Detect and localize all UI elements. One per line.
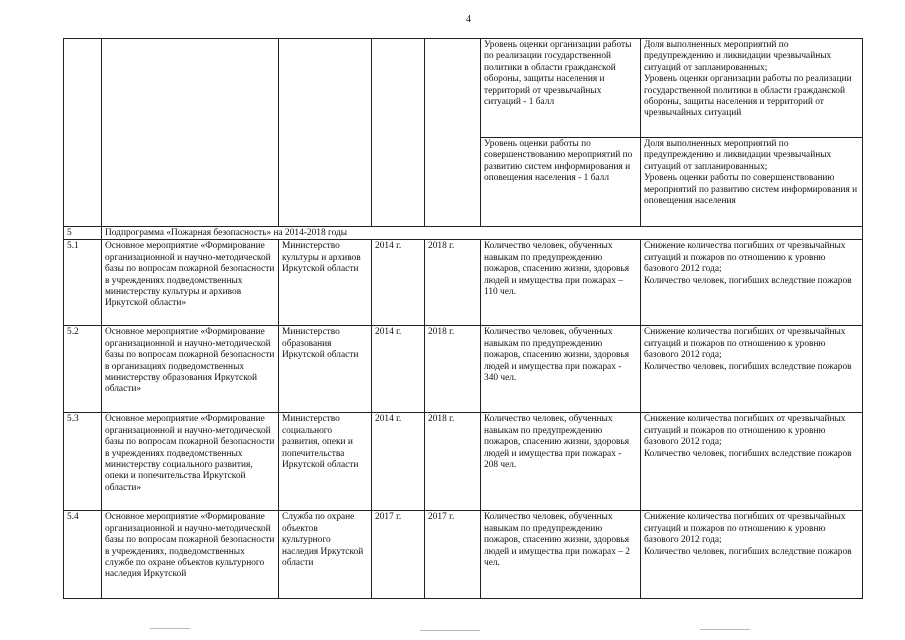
end-year-cell: 2018 г. xyxy=(425,413,481,511)
table-row xyxy=(64,326,863,413)
end-year-cell: 2018 г. xyxy=(425,240,481,326)
row-number: 5.4 xyxy=(64,511,102,599)
row-number: 5.1 xyxy=(64,240,102,326)
activity-cell: Основное мероприятие «Формирование организационной и научно-методической базы по вопросам пожарной безопасности в учреждениях подведомственных министерству культуры и архивов Иркутской области» xyxy=(102,240,279,326)
scan-speck xyxy=(150,628,190,629)
result-cell: Доля выполненных мероприятий по предупреждению и ликвидации чрезвычайных ситуаций от запланированных; Уровень оценки организации работы по реализации государственной политики в области гражданской обороны, защиты населения и территорий от чрезвычайных ситуаций xyxy=(641,39,863,138)
result-cell: Снижение количества погибших от чрезвычайных ситуаций и пожаров по отношению к уровню базового 2012 года; Количество человек, погибших вследствие пожаров xyxy=(641,413,863,511)
section-title: Подпрограмма «Пожарная безопасность» на 2014-2018 годы xyxy=(102,227,863,240)
indicator-cell: Количество человек, обученных навыкам по предупреждению пожаров, спасению жизни, здоровья людей и имущества при пожарах – 2 чел. xyxy=(481,511,641,599)
scan-speck xyxy=(700,629,750,630)
start-year-cell: 2017 г. xyxy=(372,511,425,599)
program-table xyxy=(63,38,863,599)
section-row xyxy=(64,227,863,240)
executor-cell: Министерство образования Иркутской области xyxy=(279,326,372,413)
row-number: 5.3 xyxy=(64,413,102,511)
table-row xyxy=(64,511,863,599)
activity-cell: Основное мероприятие «Формирование организационной и научно-методической базы по вопросам пожарной безопасности в учреждениях, подведомственных службе по охране объектов культурного наследия Иркутской xyxy=(102,511,279,599)
table-row xyxy=(64,413,863,511)
indicator-cell: Количество человек, обученных навыкам по предупреждению пожаров, спасению жизни, здоровья людей и имущества при пожарах - 208 чел. xyxy=(481,413,641,511)
end-year-cell: 2017 г. xyxy=(425,511,481,599)
result-cell: Снижение количества погибших от чрезвычайных ситуаций и пожаров по отношению к уровню базового 2012 года; Количество человек, погибших вследствие пожаров xyxy=(641,326,863,413)
indicator-cell: Уровень оценки работы по совершенствованию мероприятий по развитию систем информирования и оповещения населения - 1 балл xyxy=(481,138,641,227)
empty-start-cell xyxy=(372,39,425,227)
result-cell: Снижение количества погибших от чрезвычайных ситуаций и пожаров по отношению к уровню базового 2012 года; Количество человек, погибших вследствие пожаров xyxy=(641,511,863,599)
page-number: 4 xyxy=(466,14,471,25)
empty-end-cell xyxy=(425,39,481,227)
executor-cell: Министерство культуры и архивов Иркутской области xyxy=(279,240,372,326)
indicator-cell: Уровень оценки организации работы по реализации государственной политики в области гражданской обороны, защиты населения и территорий от чрезвычайных ситуаций - 1 балл xyxy=(481,39,641,138)
start-year-cell: 2014 г. xyxy=(372,413,425,511)
continuation-row-1 xyxy=(64,39,863,138)
row-number: 5.2 xyxy=(64,326,102,413)
empty-activity-cell xyxy=(102,39,279,227)
activity-cell: Основное мероприятие «Формирование организационной и научно-методической базы по вопросам пожарной безопасности в организациях подведомственных министерству образования Иркутской области» xyxy=(102,326,279,413)
end-year-cell: 2018 г. xyxy=(425,326,481,413)
indicator-cell: Количество человек, обученных навыкам по предупреждению пожаров, спасению жизни, здоровья людей и имущества при пожарах – 110 чел. xyxy=(481,240,641,326)
section-number: 5 xyxy=(64,227,102,240)
result-cell: Снижение количества погибших от чрезвычайных ситуаций и пожаров по отношению к уровню базового 2012 года; Количество человек, погибших вследствие пожаров xyxy=(641,240,863,326)
empty-executor-cell xyxy=(279,39,372,227)
result-cell: Доля выполненных мероприятий по предупреждению и ликвидации чрезвычайных ситуаций от запланированных; Уровень оценки работы по совершенствованию мероприятий по развитию систем информирования и оповещения населения xyxy=(641,138,863,227)
scan-speck xyxy=(420,630,480,631)
indicator-cell: Количество человек, обученных навыкам по предупреждению пожаров, спасению жизни, здоровья людей и имущества при пожарах - 340 чел. xyxy=(481,326,641,413)
table-row xyxy=(64,240,863,326)
executor-cell: Служба по охране объектов культурного наследия Иркутской области xyxy=(279,511,372,599)
start-year-cell: 2014 г. xyxy=(372,240,425,326)
activity-cell: Основное мероприятие «Формирование организационной и научно-методической базы по вопросам пожарной безопасности в учреждениях подведомственных министерству социального развития, опеки и попечительства Иркутской области» xyxy=(102,413,279,511)
start-year-cell: 2014 г. xyxy=(372,326,425,413)
empty-num-cell xyxy=(64,39,102,227)
executor-cell: Министерство социального развития, опеки и попечительства Иркутской области xyxy=(279,413,372,511)
